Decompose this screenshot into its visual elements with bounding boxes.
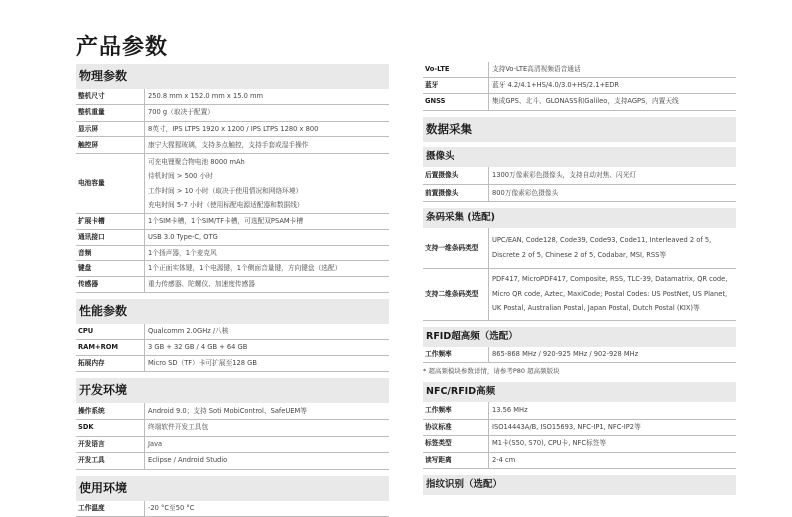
spec-key: 开发语言 xyxy=(76,436,145,452)
spec-table-devenv xyxy=(76,403,389,470)
spec-value-line: 865-868 MHz / 920-925 MHz / 902-928 MHz xyxy=(492,347,733,362)
spec-value-line: USB 3.0 Type-C, OTG xyxy=(148,230,386,245)
spec-value-line: 支持Vo-LTE高清视频语音通话 xyxy=(492,62,733,77)
spec-value-line: 重力传感器、陀螺仪、加速度传感器 xyxy=(148,277,386,292)
spec-value-line: Java xyxy=(148,437,386,452)
spec-key: 工作频率 xyxy=(423,402,489,419)
spec-table-physical xyxy=(76,89,389,293)
spec-key: 操作系统 xyxy=(76,403,145,419)
subsection-heading-barcode: 条码采集 (选配) xyxy=(423,208,736,228)
spec-value-line: UPC/EAN, Code128, Code39, Code93, Code11, Interleaved 2 of 5, Discrete 2 of 5, Chinese 2 of 5, Codabar, MSI, RSS等 xyxy=(492,233,733,262)
subsection-heading-nfc: NFC/RFID高频 xyxy=(423,382,736,402)
spec-key: 蓝牙 xyxy=(423,77,489,93)
spec-key: 显示屏 xyxy=(76,121,145,137)
spec-value xyxy=(145,277,390,293)
page-title: 产品参数 xyxy=(76,30,168,61)
spec-key: SDK xyxy=(76,419,145,436)
spec-value-line: 3 GB + 32 GB / 4 GB + 64 GB xyxy=(148,340,386,355)
spec-value-line: 2-4 cm xyxy=(492,453,733,468)
spec-key: 电池容量 xyxy=(76,154,145,214)
spec-value xyxy=(145,340,390,356)
spec-key: CPU xyxy=(76,324,145,340)
spec-value xyxy=(145,214,390,230)
subsection-heading-camera: 摄像头 xyxy=(423,147,736,167)
spec-table-rfid xyxy=(423,347,736,364)
spec-key: 拓展内存 xyxy=(76,356,145,372)
spec-value xyxy=(145,324,390,340)
section-heading-physical: 物理参数 xyxy=(76,64,389,89)
spec-value-line: 1个正面实体键，1个电源键，1个侧面音量键，方向键盘（选配） xyxy=(148,261,386,276)
subsection-heading-fingerprint: 指纹识别（选配） xyxy=(423,475,736,495)
spec-row xyxy=(76,154,389,214)
spec-value-line: 8英寸，IPS LTPS 1920 x 1200 / IPS LTPS 1280 x 800 xyxy=(148,122,386,137)
spec-value xyxy=(489,268,737,320)
spec-value-line: 待机时间 > 500 小时 xyxy=(148,169,386,184)
spec-table-camera xyxy=(423,167,736,203)
spec-value xyxy=(489,402,737,419)
spec-value-line: Qualcomm 2.0GHz /八核 xyxy=(148,324,386,339)
spec-row xyxy=(76,229,389,245)
spec-key: 协议标准 xyxy=(423,419,489,435)
spec-key: 整机重量 xyxy=(76,104,145,121)
spec-key: 后置摄像头 xyxy=(423,167,489,185)
spec-row xyxy=(423,167,736,185)
spec-row xyxy=(76,324,389,340)
spec-table-nfc xyxy=(423,402,736,469)
spec-row xyxy=(423,268,736,320)
spec-value-line: Micro SD（TF）卡可扩展至128 GB xyxy=(148,356,386,371)
spec-value-line: Android 9.0；支持 Soti MobiControl、SafeUEM等 xyxy=(148,404,386,419)
spec-row xyxy=(76,104,389,121)
spec-value xyxy=(145,419,390,436)
spec-value xyxy=(489,77,737,93)
spec-value xyxy=(489,347,737,363)
section-heading-devenv: 开发环境 xyxy=(76,378,389,403)
spec-value xyxy=(489,419,737,435)
spec-row xyxy=(76,436,389,452)
spec-row xyxy=(423,452,736,468)
spec-row xyxy=(423,185,736,202)
spec-key: 支持二维条码类型 xyxy=(423,268,489,320)
spec-value xyxy=(145,89,390,104)
spec-value xyxy=(145,403,390,419)
spec-row xyxy=(423,62,736,77)
spec-value xyxy=(145,452,390,469)
spec-key: 标签类型 xyxy=(423,435,489,452)
spec-value xyxy=(489,167,737,185)
spec-table-barcode xyxy=(423,228,736,321)
spec-key: 扩展卡槽 xyxy=(76,214,145,230)
spec-value-line: 集成GPS、北斗、GLONASS和Galileo，支持AGPS，内置天线 xyxy=(492,94,733,109)
spec-value-line: 800万像素彩色摄像头 xyxy=(492,186,733,201)
spec-key: 通讯接口 xyxy=(76,229,145,245)
spec-value-line: 13.56 MHz xyxy=(492,403,733,418)
spec-value-line: 700 g（取决于配置） xyxy=(148,105,386,120)
spec-key: 支持一维条码类型 xyxy=(423,228,489,268)
spec-row xyxy=(76,261,389,277)
spec-key: RAM+ROM xyxy=(76,340,145,356)
spec-value-line: 工作时间 > 10 小时（取决于使用情况和网络环境） xyxy=(148,184,386,199)
spec-value xyxy=(145,261,390,277)
spec-key: 开发工具 xyxy=(76,452,145,469)
spec-value xyxy=(489,435,737,452)
section-heading-performance: 性能参数 xyxy=(76,299,389,324)
spec-value-line: ISO14443A/B, ISO15693, NFC-IP1, NFC-IP2等 xyxy=(492,420,733,435)
spec-value-line: 充电时间 5-7 小时（使用标配电源适配器和数据线） xyxy=(148,198,386,213)
spec-row xyxy=(76,277,389,293)
spec-row xyxy=(76,89,389,104)
spec-value-line: 250.8 mm x 152.0 mm x 15.0 mm xyxy=(148,89,386,104)
spec-value xyxy=(145,121,390,137)
spec-row xyxy=(76,340,389,356)
spec-value-line: M1卡(S50, S70), CPU卡, NFC标签等 xyxy=(492,436,733,451)
spec-value xyxy=(145,245,390,261)
spec-row xyxy=(76,214,389,230)
spec-key: 传感器 xyxy=(76,277,145,293)
spec-row xyxy=(423,419,736,435)
spec-row xyxy=(423,228,736,268)
spec-value xyxy=(145,137,390,154)
spec-value xyxy=(489,93,737,110)
spec-value xyxy=(489,62,737,77)
spec-row xyxy=(423,77,736,93)
spec-value xyxy=(489,185,737,202)
spec-row xyxy=(423,93,736,110)
spec-key: 键盘 xyxy=(76,261,145,277)
spec-value-line: 1个SIM卡槽，1个SIM/TF卡槽，可选配双PSAM卡槽 xyxy=(148,214,386,229)
spec-value-line: 1300万像素彩色摄像头，支持自动对焦、闪光灯 xyxy=(492,168,733,183)
spec-key: 工作频率 xyxy=(423,347,489,363)
spec-value xyxy=(145,229,390,245)
spec-row xyxy=(76,121,389,137)
subsection-heading-rfid: RFID超高频（选配） xyxy=(423,327,736,347)
left-column xyxy=(76,62,389,517)
spec-value-line: -20 °C至50 °C xyxy=(148,501,386,516)
spec-row xyxy=(76,452,389,469)
spec-key: 读写距离 xyxy=(423,452,489,468)
spec-value-line: 康宁大猩猩玻璃，支持多点触控，支持手套或湿手操作 xyxy=(148,138,386,153)
spec-table-performance xyxy=(76,324,389,373)
spec-row xyxy=(423,402,736,419)
section-heading-useenv: 使用环境 xyxy=(76,476,389,501)
spec-row xyxy=(76,137,389,154)
spec-key: GNSS xyxy=(423,93,489,110)
spec-key: 整机尺寸 xyxy=(76,89,145,104)
rfid-note: * 超高频模块参数详情，请参考P80 超高频版块 xyxy=(423,363,736,380)
spec-value-line: 终端软件开发工具包 xyxy=(148,420,386,435)
spec-value xyxy=(145,356,390,372)
spec-value-line: 蓝牙 4.2/4.1+HS/4.0/3.0+HS/2.1+EDR xyxy=(492,78,733,93)
spec-row xyxy=(423,347,736,363)
spec-row xyxy=(76,419,389,436)
spec-key: 音频 xyxy=(76,245,145,261)
spec-value-line: 可充电锂聚合物电池 8000 mAh xyxy=(148,155,386,170)
spec-row xyxy=(423,435,736,452)
spec-key: 触控屏 xyxy=(76,137,145,154)
section-heading-capture: 数据采集 xyxy=(423,117,736,142)
spec-key: 前置摄像头 xyxy=(423,185,489,202)
spec-value-line: Eclipse / Android Studio xyxy=(148,453,386,468)
spec-value xyxy=(145,436,390,452)
right-column xyxy=(423,62,736,495)
spec-key: 工作温度 xyxy=(76,501,145,517)
spec-value-line: PDF417, MicroPDF417, Composite, RSS, TLC-39, Datamatrix, QR code, Micro QR code, Aztec, MaxiCode; Postal Codes: US PostNet, US Planet, UK Postal, Australian Postal, Japan Postal, Dutch Postal (KIX)等 xyxy=(492,272,733,316)
spec-row xyxy=(76,403,389,419)
spec-value xyxy=(145,104,390,121)
spec-table-comm xyxy=(423,62,736,111)
spec-value-line: 1个扬声器，1个麦克风 xyxy=(148,246,386,261)
spec-row xyxy=(76,356,389,372)
spec-value xyxy=(145,154,390,214)
spec-value xyxy=(489,228,737,268)
spec-row xyxy=(76,245,389,261)
spec-value xyxy=(489,452,737,468)
spec-key: Vo-LTE xyxy=(423,62,489,77)
